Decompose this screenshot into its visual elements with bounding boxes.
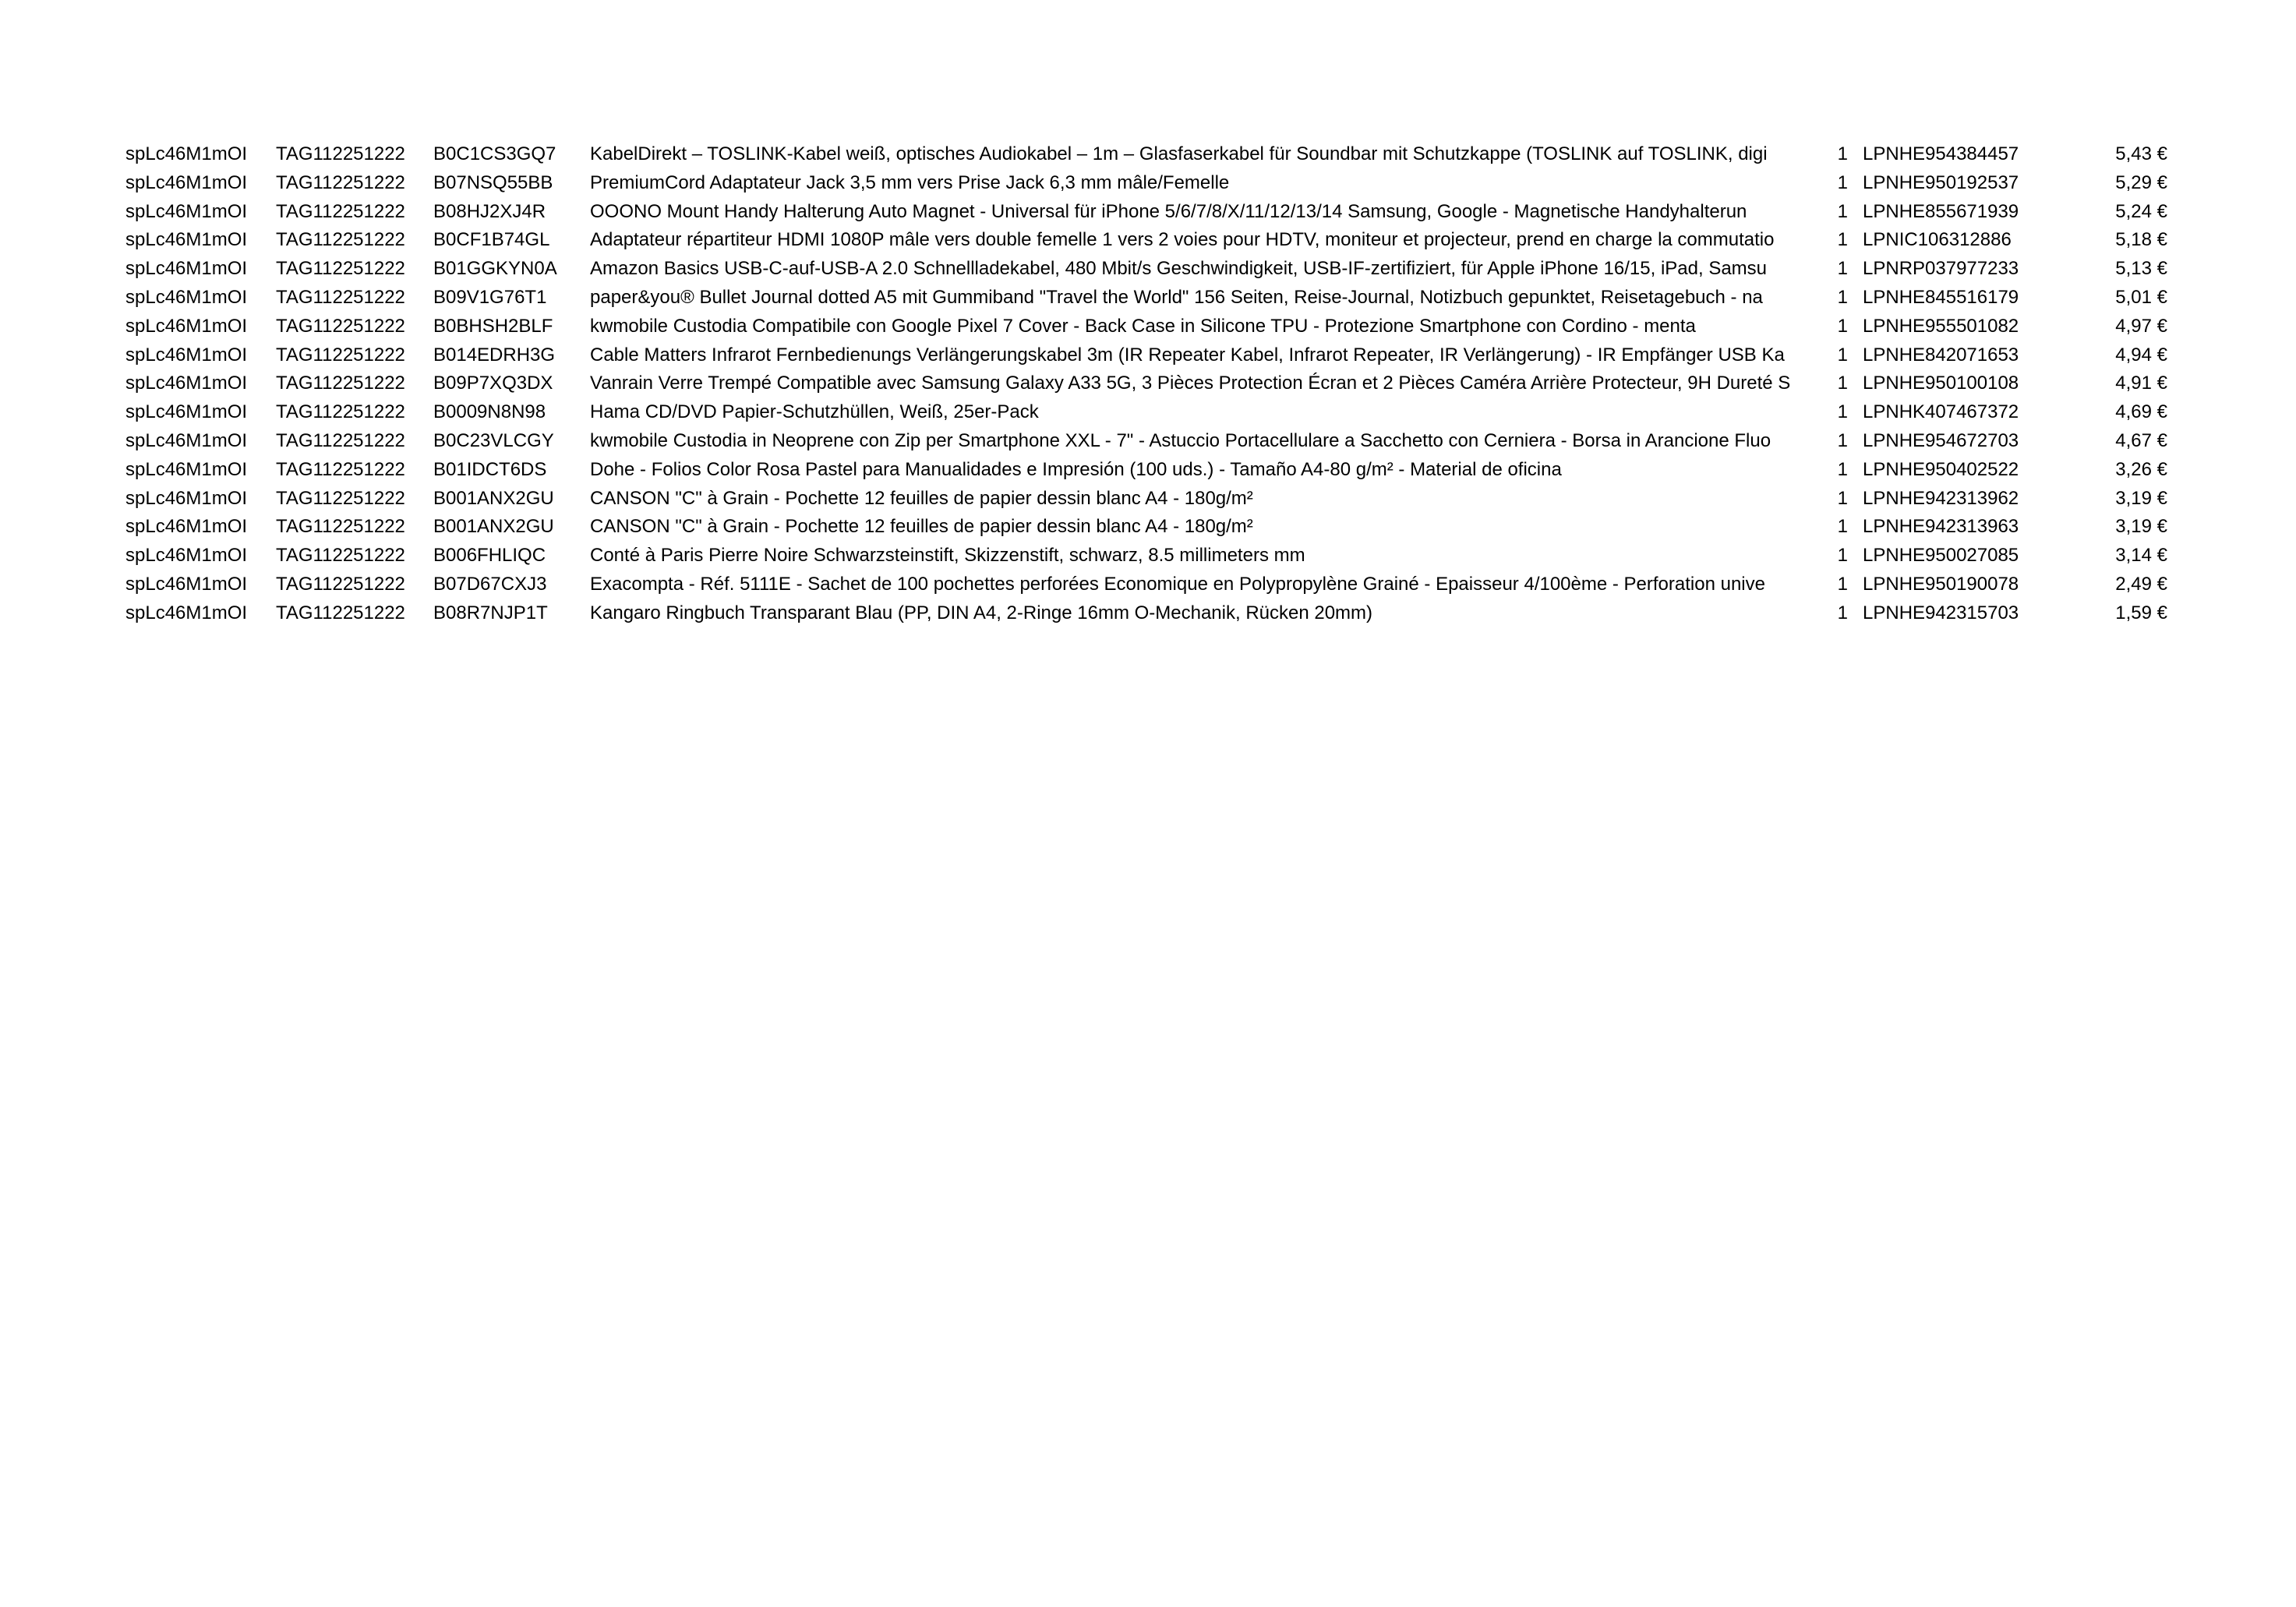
lpn-cell: LPNHE950192537 <box>1863 171 2019 193</box>
asin-cell: B08HJ2XJ4R <box>433 200 546 222</box>
quantity-cell: 1 <box>1837 373 1848 394</box>
table-row <box>125 456 2167 485</box>
asin-cell: B07D67CXJ3 <box>433 573 547 595</box>
product-title-cell: CANSON "C" à Grain - Pochette 12 feuilles de papier dessin blanc A4 - 180g/m² <box>590 516 1253 538</box>
table-row <box>125 513 2167 542</box>
product-title-cell: KabelDirekt – TOSLINK-Kabel weiß, optisches Audiokabel – 1m – Glasfaserkabel für Soundbar mit Schutzkappe (TOSLINK auf TOSLINK, digi <box>590 143 1768 164</box>
asin-cell: B09V1G76T1 <box>433 286 547 308</box>
product-title-cell: kwmobile Custodia Compatibile con Google Pixel 7 Cover - Back Case in Silicone TPU - Protezione Smartphone con Cordino - menta <box>590 315 1696 337</box>
price-cell: 5,13 € <box>2115 258 2167 280</box>
asin-cell: B0BHSH2BLF <box>433 315 553 337</box>
price-cell: 5,18 € <box>2115 229 2167 251</box>
lpn-cell: LPNHE950100108 <box>1863 373 2019 394</box>
product-title-cell: OOONO Mount Handy Halterung Auto Magnet - Universal für iPhone 5/6/7/8/X/11/12/13/14 Samsung, Google - Magnetische Handyhalterun <box>590 200 1747 222</box>
table-row <box>125 255 2167 284</box>
price-cell: 4,97 € <box>2115 315 2167 337</box>
asin-cell: B0009N8N98 <box>433 401 546 423</box>
tag-cell: TAG112251222 <box>276 429 405 451</box>
account-id-cell: spLc46M1mOI <box>125 516 248 538</box>
tag-cell: TAG112251222 <box>276 171 405 193</box>
quantity-cell: 1 <box>1837 458 1848 480</box>
account-id-cell: spLc46M1mOI <box>125 573 248 595</box>
account-id-cell: spLc46M1mOI <box>125 401 248 423</box>
lpn-cell: LPNRP037977233 <box>1863 258 2019 280</box>
price-cell: 2,49 € <box>2115 573 2167 595</box>
lpn-cell: LPNHE954384457 <box>1863 143 2019 164</box>
tag-cell: TAG112251222 <box>276 258 405 280</box>
table-row <box>125 398 2167 427</box>
price-cell: 4,91 € <box>2115 373 2167 394</box>
tag-cell: TAG112251222 <box>276 229 405 251</box>
quantity-cell: 1 <box>1837 143 1848 164</box>
product-title-cell: CANSON "C" à Grain - Pochette 12 feuilles de papier dessin blanc A4 - 180g/m² <box>590 487 1253 509</box>
quantity-cell: 1 <box>1837 258 1848 280</box>
price-cell: 3,14 € <box>2115 545 2167 567</box>
quantity-cell: 1 <box>1837 229 1848 251</box>
quantity-cell: 1 <box>1837 200 1848 222</box>
product-title-cell: Amazon Basics USB-C-auf-USB-A 2.0 Schnellladekabel, 480 Mbit/s Geschwindigkeit, USB-IF-zertifiziert, für Apple iPhone 16/15, iPad, Samsu <box>590 258 1768 280</box>
account-id-cell: spLc46M1mOI <box>125 143 248 164</box>
asin-cell: B0CF1B74GL <box>433 229 550 251</box>
tag-cell: TAG112251222 <box>276 200 405 222</box>
table-row <box>125 140 2167 169</box>
price-cell: 5,01 € <box>2115 286 2167 308</box>
asin-cell: B001ANX2GU <box>433 487 554 509</box>
price-cell: 3,26 € <box>2115 458 2167 480</box>
tag-cell: TAG112251222 <box>276 344 405 366</box>
tag-cell: TAG112251222 <box>276 315 405 337</box>
lpn-cell: LPNHE954672703 <box>1863 429 2019 451</box>
lpn-cell: LPNHK407467372 <box>1863 401 2019 423</box>
account-id-cell: spLc46M1mOI <box>125 286 248 308</box>
account-id-cell: spLc46M1mOI <box>125 429 248 451</box>
product-title-cell: Vanrain Verre Trempé Compatible avec Samsung Galaxy A33 5G, 3 Pièces Protection Écran et 2 Pièces Caméra Arrière Protecteur, 9H Dureté S <box>590 373 1791 394</box>
price-cell: 5,24 € <box>2115 200 2167 222</box>
asin-cell: B0C1CS3GQ7 <box>433 143 556 164</box>
quantity-cell: 1 <box>1837 429 1848 451</box>
tag-cell: TAG112251222 <box>276 602 405 623</box>
product-title-cell: Kangaro Ringbuch Transparant Blau (PP, DIN A4, 2-Ringe 16mm O-Mechanik, Rücken 20mm) <box>590 602 1373 623</box>
lpn-cell: LPNHE942313962 <box>1863 487 2019 509</box>
price-cell: 1,59 € <box>2115 602 2167 623</box>
tag-cell: TAG112251222 <box>276 487 405 509</box>
account-id-cell: spLc46M1mOI <box>125 545 248 567</box>
price-cell: 4,69 € <box>2115 401 2167 423</box>
account-id-cell: spLc46M1mOI <box>125 229 248 251</box>
table-row <box>125 341 2167 370</box>
product-title-cell: Conté à Paris Pierre Noire Schwarzsteinstift, Skizzenstift, schwarz, 8.5 millimeters mm <box>590 545 1305 567</box>
table-row <box>125 169 2167 198</box>
account-id-cell: spLc46M1mOI <box>125 344 248 366</box>
asin-cell: B09P7XQ3DX <box>433 373 553 394</box>
asin-cell: B006FHLIQC <box>433 545 546 567</box>
quantity-cell: 1 <box>1837 602 1848 623</box>
lpn-cell: LPNHE842071653 <box>1863 344 2019 366</box>
asin-cell: B001ANX2GU <box>433 516 554 538</box>
price-cell: 4,67 € <box>2115 429 2167 451</box>
table-row <box>125 542 2167 570</box>
table-row <box>125 198 2167 227</box>
price-cell: 3,19 € <box>2115 516 2167 538</box>
asin-cell: B08R7NJP1T <box>433 602 548 623</box>
asin-cell: B01IDCT6DS <box>433 458 547 480</box>
account-id-cell: spLc46M1mOI <box>125 315 248 337</box>
account-id-cell: spLc46M1mOI <box>125 258 248 280</box>
product-title-cell: Adaptateur répartiteur HDMI 1080P mâle vers double femelle 1 vers 2 voies pour HDTV, moniteur et projecteur, prend en charge la commutatio <box>590 229 1775 251</box>
table-row <box>125 599 2167 628</box>
table-row <box>125 226 2167 255</box>
table-row <box>125 313 2167 341</box>
account-id-cell: spLc46M1mOI <box>125 200 248 222</box>
price-cell: 3,19 € <box>2115 487 2167 509</box>
table-row <box>125 284 2167 313</box>
table-row <box>125 427 2167 456</box>
lpn-cell: LPNHE955501082 <box>1863 315 2019 337</box>
lpn-cell: LPNHE942313963 <box>1863 516 2019 538</box>
quantity-cell: 1 <box>1837 516 1848 538</box>
product-title-cell: Exacompta - Réf. 5111E - Sachet de 100 pochettes perforées Economique en Polypropylène Grainé - Epaisseur 4/100ème - Perforation unive <box>590 573 1765 595</box>
table-row <box>125 369 2167 398</box>
tag-cell: TAG112251222 <box>276 545 405 567</box>
quantity-cell: 1 <box>1837 344 1848 366</box>
price-cell: 4,94 € <box>2115 344 2167 366</box>
account-id-cell: spLc46M1mOI <box>125 487 248 509</box>
quantity-cell: 1 <box>1837 286 1848 308</box>
lpn-cell: LPNHE855671939 <box>1863 200 2019 222</box>
quantity-cell: 1 <box>1837 171 1848 193</box>
price-cell: 5,43 € <box>2115 143 2167 164</box>
product-title-cell: kwmobile Custodia in Neoprene con Zip per Smartphone XXL - 7" - Astuccio Portacellulare a Sacchetto con Cerniera - Borsa in Arancione Fluo <box>590 429 1771 451</box>
account-id-cell: spLc46M1mOI <box>125 171 248 193</box>
product-title-cell: Hama CD/DVD Papier-Schutzhüllen, Weiß, 25er-Pack <box>590 401 1039 423</box>
tag-cell: TAG112251222 <box>276 401 405 423</box>
lpn-cell: LPNIC106312886 <box>1863 229 2012 251</box>
lpn-cell: LPNHE950190078 <box>1863 573 2019 595</box>
tag-cell: TAG112251222 <box>276 573 405 595</box>
quantity-cell: 1 <box>1837 545 1848 567</box>
table-row <box>125 485 2167 514</box>
lpn-cell: LPNHE845516179 <box>1863 286 2019 308</box>
asin-cell: B01GGKYN0A <box>433 258 557 280</box>
product-title-cell: Dohe - Folios Color Rosa Pastel para Manualidades e Impresión (100 uds.) - Tamaño A4-80 g/m² - Material de oficina <box>590 458 1562 480</box>
tag-cell: TAG112251222 <box>276 458 405 480</box>
lpn-cell: LPNHE950402522 <box>1863 458 2019 480</box>
price-cell: 5,29 € <box>2115 171 2167 193</box>
account-id-cell: spLc46M1mOI <box>125 373 248 394</box>
lpn-cell: LPNHE950027085 <box>1863 545 2019 567</box>
table-row <box>125 570 2167 599</box>
tag-cell: TAG112251222 <box>276 516 405 538</box>
quantity-cell: 1 <box>1837 401 1848 423</box>
lpn-cell: LPNHE942315703 <box>1863 602 2019 623</box>
quantity-cell: 1 <box>1837 573 1848 595</box>
account-id-cell: spLc46M1mOI <box>125 458 248 480</box>
product-title-cell: Cable Matters Infrarot Fernbedienungs Verlängerungskabel 3m (IR Repeater Kabel, Infrarot Repeater, IR Verlängerung) - IR Empfänger USB Ka <box>590 344 1785 366</box>
quantity-cell: 1 <box>1837 487 1848 509</box>
inventory-table <box>125 140 2167 628</box>
product-title-cell: PremiumCord Adaptateur Jack 3,5 mm vers Prise Jack 6,3 mm mâle/Femelle <box>590 171 1230 193</box>
tag-cell: TAG112251222 <box>276 373 405 394</box>
tag-cell: TAG112251222 <box>276 286 405 308</box>
quantity-cell: 1 <box>1837 315 1848 337</box>
product-title-cell: paper&you® Bullet Journal dotted A5 mit Gummiband "Travel the World" 156 Seiten, Reise-Journal, Notizbuch gepunktet, Reisetagebuch - na <box>590 286 1763 308</box>
tag-cell: TAG112251222 <box>276 143 405 164</box>
asin-cell: B014EDRH3G <box>433 344 556 366</box>
asin-cell: B0C23VLCGY <box>433 429 554 451</box>
account-id-cell: spLc46M1mOI <box>125 602 248 623</box>
asin-cell: B07NSQ55BB <box>433 171 553 193</box>
